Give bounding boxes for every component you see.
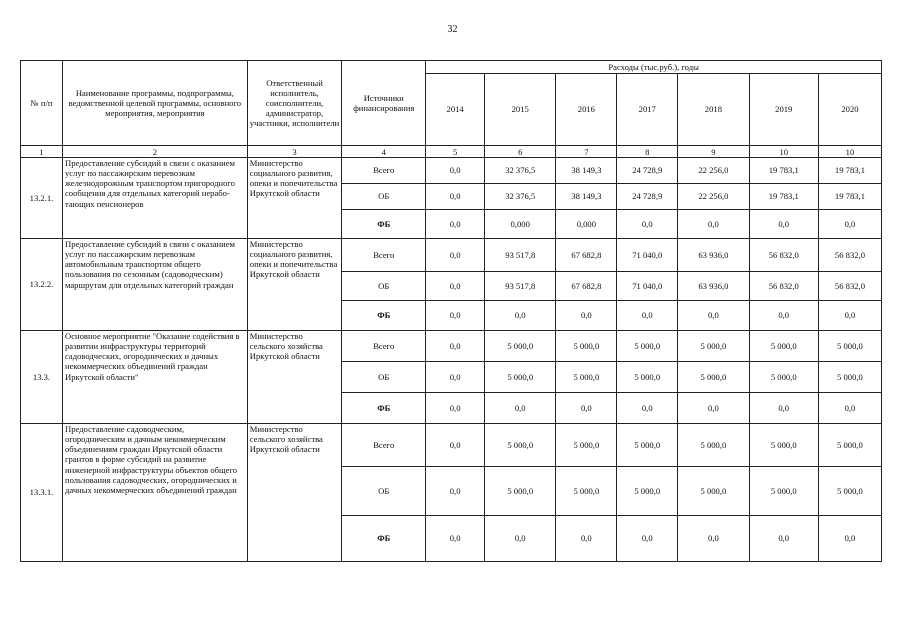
value-cell: 0,0 xyxy=(749,301,818,331)
value-cell: 0,000 xyxy=(556,210,617,239)
value-cell: 0,0 xyxy=(749,210,818,239)
value-cell: 5 000,0 xyxy=(617,362,678,393)
value-cell: 5 000,0 xyxy=(556,331,617,362)
source-cell: ФБ xyxy=(342,210,426,239)
value-cell: 0,0 xyxy=(749,393,818,424)
column-number: 9 xyxy=(678,146,749,158)
value-cell: 22 256,0 xyxy=(678,184,749,210)
value-cell: 5 000,0 xyxy=(749,362,818,393)
header-year: 2018 xyxy=(678,74,749,146)
value-cell: 63 936,0 xyxy=(678,272,749,301)
value-cell: 0,0 xyxy=(426,158,485,184)
value-cell: 0,0 xyxy=(617,393,678,424)
expenses-table xyxy=(20,60,882,562)
value-cell: 19 783,1 xyxy=(818,158,881,184)
value-cell: 0,0 xyxy=(556,393,617,424)
header-year: 2014 xyxy=(426,74,485,146)
value-cell: 0,0 xyxy=(485,301,556,331)
column-number-row xyxy=(21,146,882,158)
value-cell: 0,0 xyxy=(556,301,617,331)
value-cell: 22 256,0 xyxy=(678,158,749,184)
value-cell: 5 000,0 xyxy=(818,362,881,393)
table-row xyxy=(21,424,882,467)
value-cell: 67 682,8 xyxy=(556,272,617,301)
value-cell: 5 000,0 xyxy=(485,424,556,467)
row-code: 13.3. xyxy=(21,331,63,424)
value-cell: 93 517,8 xyxy=(485,239,556,272)
value-cell: 0,0 xyxy=(426,184,485,210)
value-cell: 0,0 xyxy=(749,516,818,562)
header-year: 2020 xyxy=(818,74,881,146)
value-cell: 0,0 xyxy=(426,272,485,301)
value-cell: 0,0 xyxy=(426,467,485,516)
value-cell: 0,0 xyxy=(678,516,749,562)
value-cell: 56 832,0 xyxy=(818,239,881,272)
value-cell: 0,0 xyxy=(617,301,678,331)
header-num: № п/п xyxy=(21,61,63,146)
value-cell: 19 783,1 xyxy=(749,184,818,210)
value-cell: 0,0 xyxy=(617,516,678,562)
value-cell: 5 000,0 xyxy=(818,467,881,516)
value-cell: 5 000,0 xyxy=(818,331,881,362)
value-cell: 0,0 xyxy=(556,516,617,562)
source-cell: Всего xyxy=(342,158,426,184)
value-cell: 56 832,0 xyxy=(818,272,881,301)
value-cell: 5 000,0 xyxy=(556,467,617,516)
header-source: Источники финансирования xyxy=(342,61,426,146)
value-cell: 5 000,0 xyxy=(749,424,818,467)
source-cell: Всего xyxy=(342,424,426,467)
column-number: 10 xyxy=(818,146,881,158)
value-cell: 5 000,0 xyxy=(556,362,617,393)
header-executor: Ответственный исполнитель, соисполнители, администратор, участники, исполнители xyxy=(247,61,341,146)
value-cell: 19 783,1 xyxy=(818,184,881,210)
value-cell: 56 832,0 xyxy=(749,239,818,272)
value-cell: 0,0 xyxy=(426,393,485,424)
row-name: Предоставление садоводческим, огородническим и дачным некоммерческим объединениям граждан Иркутской области грантов в форме субсидий на развитие инженерной инфраструктуры объектов общего пользования садоводческих, огороднических и дачных некоммерческих объединений граждан xyxy=(62,424,247,562)
value-cell: 63 936,0 xyxy=(678,239,749,272)
value-cell: 0,0 xyxy=(485,516,556,562)
value-cell: 0,0 xyxy=(426,424,485,467)
value-cell: 67 682,8 xyxy=(556,239,617,272)
value-cell: 5 000,0 xyxy=(749,331,818,362)
row-executor: Министерство сельского хозяйства Иркутской области xyxy=(247,424,341,562)
value-cell: 0,0 xyxy=(818,210,881,239)
header-year: 2016 xyxy=(556,74,617,146)
value-cell: 5 000,0 xyxy=(485,331,556,362)
source-cell: ОБ xyxy=(342,362,426,393)
value-cell: 0,0 xyxy=(426,239,485,272)
source-cell: ФБ xyxy=(342,393,426,424)
row-executor: Министерство социального развития, опеки и попечительства Иркутской области xyxy=(247,239,341,331)
header-expenses: Расходы (тыс.руб.), годы xyxy=(426,61,882,74)
source-cell: ФБ xyxy=(342,516,426,562)
table-row xyxy=(21,331,882,362)
source-cell: ОБ xyxy=(342,467,426,516)
source-cell: Всего xyxy=(342,331,426,362)
value-cell: 0,0 xyxy=(426,516,485,562)
value-cell: 24 728,9 xyxy=(617,158,678,184)
value-cell: 5 000,0 xyxy=(678,424,749,467)
header-year: 2017 xyxy=(617,74,678,146)
value-cell: 5 000,0 xyxy=(485,467,556,516)
value-cell: 0,000 xyxy=(485,210,556,239)
value-cell: 5 000,0 xyxy=(617,467,678,516)
value-cell: 0,0 xyxy=(617,210,678,239)
table-row xyxy=(21,158,882,184)
value-cell: 38 149,3 xyxy=(556,184,617,210)
column-number: 3 xyxy=(247,146,341,158)
row-code: 13.2.1. xyxy=(21,158,63,239)
value-cell: 38 149,3 xyxy=(556,158,617,184)
value-cell: 0,0 xyxy=(678,301,749,331)
value-cell: 0,0 xyxy=(678,210,749,239)
value-cell: 0,0 xyxy=(485,393,556,424)
header-year: 2019 xyxy=(749,74,818,146)
row-name: Предоставление субсидий в связи с оказанием услуг по пассажирским перевозкам автомобильным транспортом общего пользования по сезонным (садоводческим) маршрутам для отдельных категорий граждан xyxy=(62,239,247,331)
table-row xyxy=(21,239,882,272)
value-cell: 0,0 xyxy=(818,393,881,424)
value-cell: 0,0 xyxy=(426,210,485,239)
value-cell: 0,0 xyxy=(426,331,485,362)
page-number: 32 xyxy=(447,24,458,35)
column-number: 8 xyxy=(617,146,678,158)
column-number: 1 xyxy=(21,146,63,158)
value-cell: 0,0 xyxy=(678,393,749,424)
value-cell: 5 000,0 xyxy=(678,467,749,516)
value-cell: 5 000,0 xyxy=(556,424,617,467)
source-cell: Всего xyxy=(342,239,426,272)
value-cell: 0,0 xyxy=(426,301,485,331)
column-number: 7 xyxy=(556,146,617,158)
column-number: 2 xyxy=(62,146,247,158)
value-cell: 71 040,0 xyxy=(617,239,678,272)
row-executor: Министерство сельского хозяйства Иркутской области xyxy=(247,331,341,424)
column-number: 6 xyxy=(485,146,556,158)
value-cell: 71 040,0 xyxy=(617,272,678,301)
value-cell: 0,0 xyxy=(426,362,485,393)
header-year: 2015 xyxy=(485,74,556,146)
value-cell: 0,0 xyxy=(818,516,881,562)
source-cell: ОБ xyxy=(342,272,426,301)
value-cell: 32 376,5 xyxy=(485,184,556,210)
row-code: 13.3.1. xyxy=(21,424,63,562)
header-name: Наименование программы, подпрограммы, ведомственной целевой программы, основного мероприятия, мероприятия xyxy=(62,61,247,146)
value-cell: 0,0 xyxy=(818,301,881,331)
row-name: Предоставление субсидий в связи с оказанием услуг по пассажирским перевозкам железнодорожным транспортом пригородного сообщения для отдельных категорий неработающих пенсионеров xyxy=(62,158,247,239)
value-cell: 56 832,0 xyxy=(749,272,818,301)
source-cell: ФБ xyxy=(342,301,426,331)
column-number: 5 xyxy=(426,146,485,158)
row-code: 13.2.2. xyxy=(21,239,63,331)
value-cell: 5 000,0 xyxy=(678,362,749,393)
row-name: Основное мероприятие "Оказание содействия в развитии инфраструктуры территорий садоводческих, огороднических и дачных некоммерческих объединений граждан Иркутской области" xyxy=(62,331,247,424)
value-cell: 5 000,0 xyxy=(617,331,678,362)
value-cell: 32 376,5 xyxy=(485,158,556,184)
source-cell: ОБ xyxy=(342,184,426,210)
value-cell: 5 000,0 xyxy=(617,424,678,467)
value-cell: 24 728,9 xyxy=(617,184,678,210)
value-cell: 93 517,8 xyxy=(485,272,556,301)
row-executor: Министерство социального развития, опеки и попечительства Иркутской области xyxy=(247,158,341,239)
value-cell: 5 000,0 xyxy=(818,424,881,467)
column-number: 10 xyxy=(749,146,818,158)
value-cell: 5 000,0 xyxy=(749,467,818,516)
value-cell: 19 783,1 xyxy=(749,158,818,184)
value-cell: 5 000,0 xyxy=(485,362,556,393)
column-number: 4 xyxy=(342,146,426,158)
value-cell: 5 000,0 xyxy=(678,331,749,362)
